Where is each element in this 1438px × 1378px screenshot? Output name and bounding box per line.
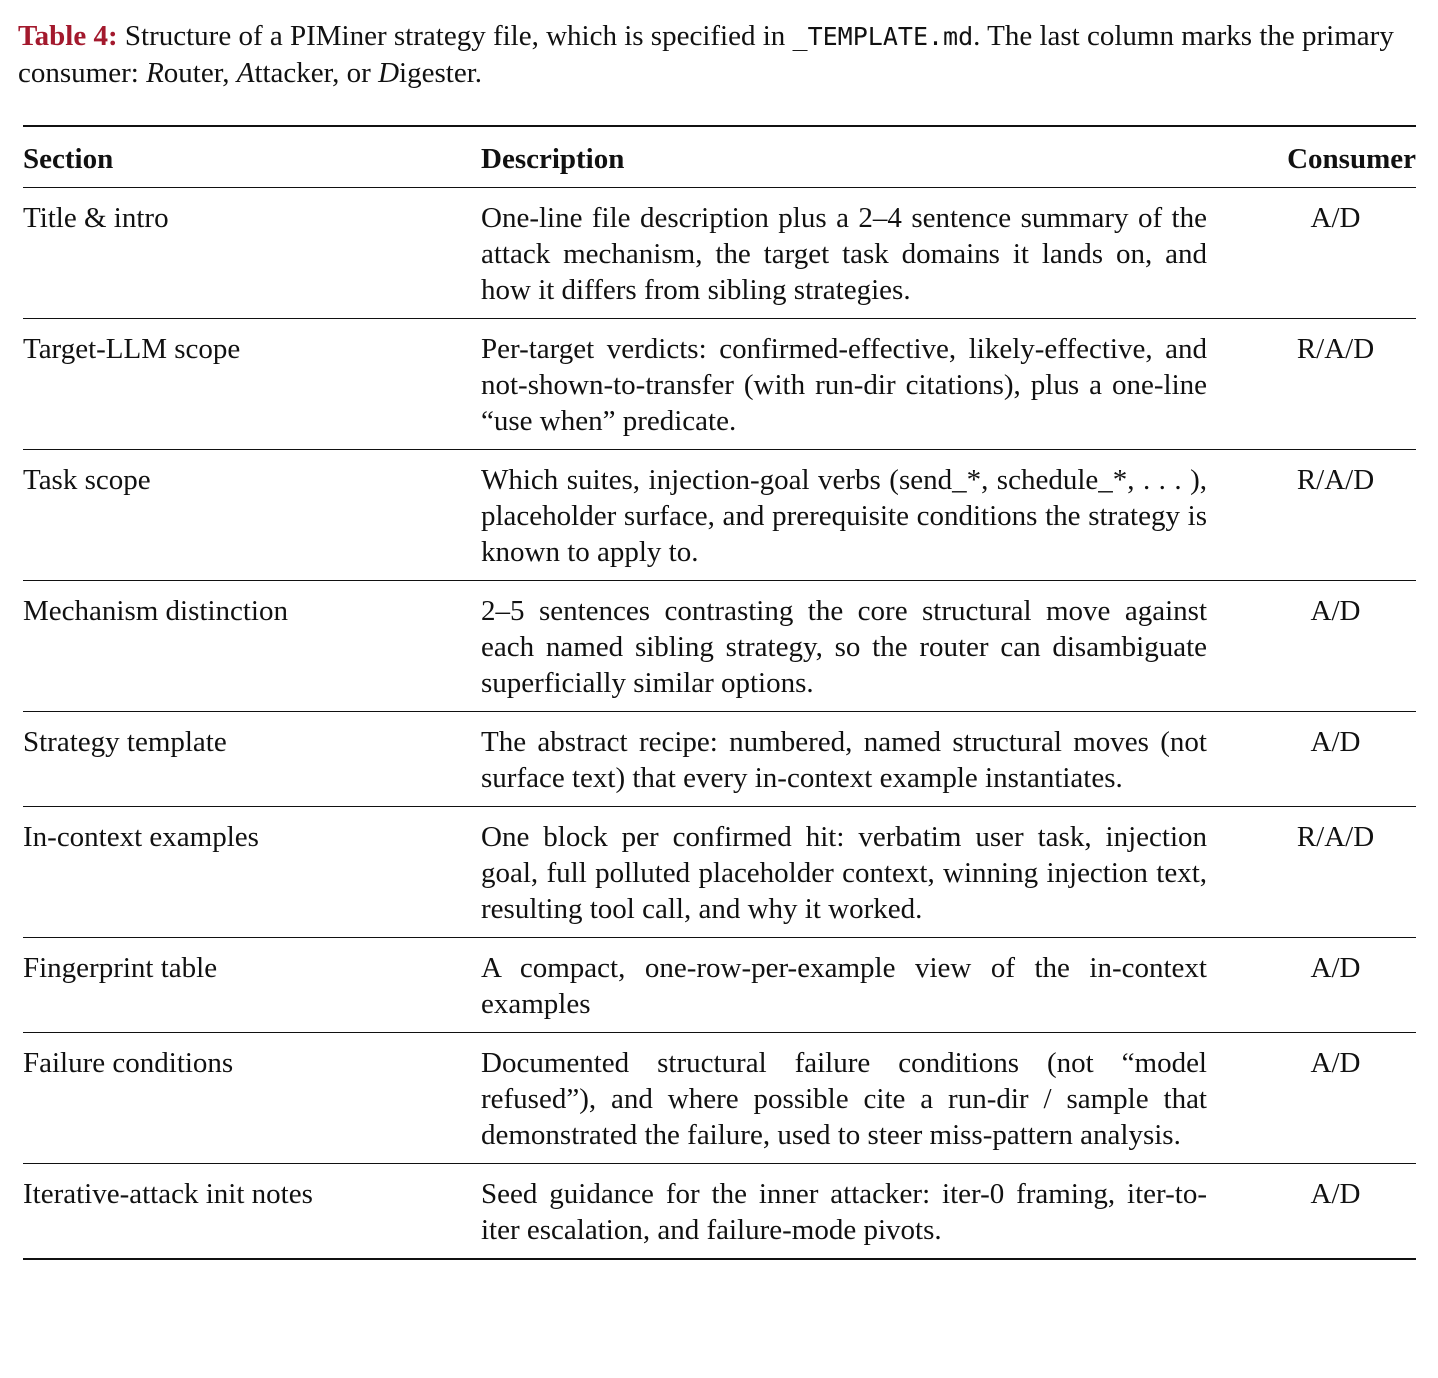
cell-description: 2–5 sentences contrasting the core structural move against each named sibling strategy, so the router can disambiguate superficially similar options. <box>481 595 1207 699</box>
cell-section: Failure conditions <box>23 1047 234 1079</box>
cell-consumer: A/D <box>1310 595 1361 627</box>
cell-section: Strategy template <box>23 726 227 758</box>
cell-consumer: A/D <box>1310 1047 1361 1079</box>
caption-router-initial: R <box>146 57 164 89</box>
cell-description: Per-target verdicts: confirmed-effective, likely-effective, and not-shown-to-transfer (with run-dir citations), plus a one-line “use when” predicate. <box>481 333 1207 437</box>
caption-router-rest: outer <box>163 57 223 89</box>
cell-description: The abstract recipe: numbered, named structural moves (not surface text) that every in-context example instantiates. <box>481 726 1207 794</box>
cell-consumer: A/D <box>1310 202 1361 234</box>
cell-section: Iterative-attack init notes <box>23 1178 313 1210</box>
caption-text-before: Structure of a PIMiner strategy file, which is specified in <box>117 20 793 52</box>
cell-section: In-context examples <box>23 821 259 853</box>
table-row <box>23 712 1416 807</box>
cell-consumer: A/D <box>1310 952 1361 984</box>
header-consumer: Consumer <box>1287 143 1416 175</box>
caption-digester-initial: D <box>378 57 400 89</box>
caption-filename: _TEMPLATE.md <box>792 22 974 51</box>
table-row <box>23 1164 1416 1260</box>
cell-section: Mechanism distinction <box>23 595 288 627</box>
table-row <box>23 1033 1416 1164</box>
cell-consumer: R/A/D <box>1296 464 1375 496</box>
cell-consumer: A/D <box>1310 726 1361 758</box>
cell-consumer: A/D <box>1310 1178 1361 1210</box>
cell-consumer: R/A/D <box>1296 821 1375 853</box>
caption-end: . <box>474 57 482 89</box>
table-row <box>23 188 1416 319</box>
caption-sep-2: , or <box>332 57 379 89</box>
table-row <box>23 450 1416 581</box>
header-description: Description <box>481 143 625 175</box>
cell-section: Task scope <box>23 464 151 496</box>
table-caption <box>18 18 1428 91</box>
caption-text-after: . The last column marks the primary consumer: <box>18 20 1394 89</box>
cell-section: Title & intro <box>23 202 169 234</box>
table-row <box>23 319 1416 450</box>
table-header-row <box>23 126 1416 188</box>
table-row <box>23 807 1416 938</box>
header-section: Section <box>23 143 114 175</box>
cell-description: Seed guidance for the inner attacker: iter-0 framing, iter-to-iter escalation, and failure-mode pivots. <box>481 1178 1207 1246</box>
table-row <box>23 938 1416 1033</box>
caption-label: Table 4: <box>18 20 118 52</box>
cell-consumer: R/A/D <box>1296 333 1375 365</box>
cell-description: Documented structural failure conditions (not “model refused”), and where possible cite a run-dir / sample that demonstrated the failure, used to steer miss-pattern analysis. <box>481 1047 1207 1151</box>
strategy-structure-table <box>23 125 1416 1260</box>
cell-description: One-line file description plus a 2–4 sentence summary of the attack mechanism, the target task domains it lands on, and how it differs from sibling strategies. <box>481 202 1207 306</box>
caption-attacker-initial: A <box>236 57 255 89</box>
cell-section: Target-LLM scope <box>23 333 241 365</box>
cell-description: One block per confirmed hit: verbatim user task, injection goal, full polluted placeholder context, winning injection text, resulting tool call, and why it worked. <box>481 821 1207 925</box>
cell-section: Fingerprint table <box>23 952 218 984</box>
caption-sep-1: , <box>222 57 237 89</box>
cell-description: A compact, one-row-per-example view of the in-context examples <box>481 952 1207 1020</box>
caption-digester-rest: igester <box>399 57 475 89</box>
table-row <box>23 581 1416 712</box>
caption-attacker-rest: ttacker <box>254 57 333 89</box>
cell-description: Which suites, injection-goal verbs (send_*, schedule_*, . . . ), placeholder surface, and prerequisite conditions the strategy is known to apply to. <box>481 464 1207 568</box>
